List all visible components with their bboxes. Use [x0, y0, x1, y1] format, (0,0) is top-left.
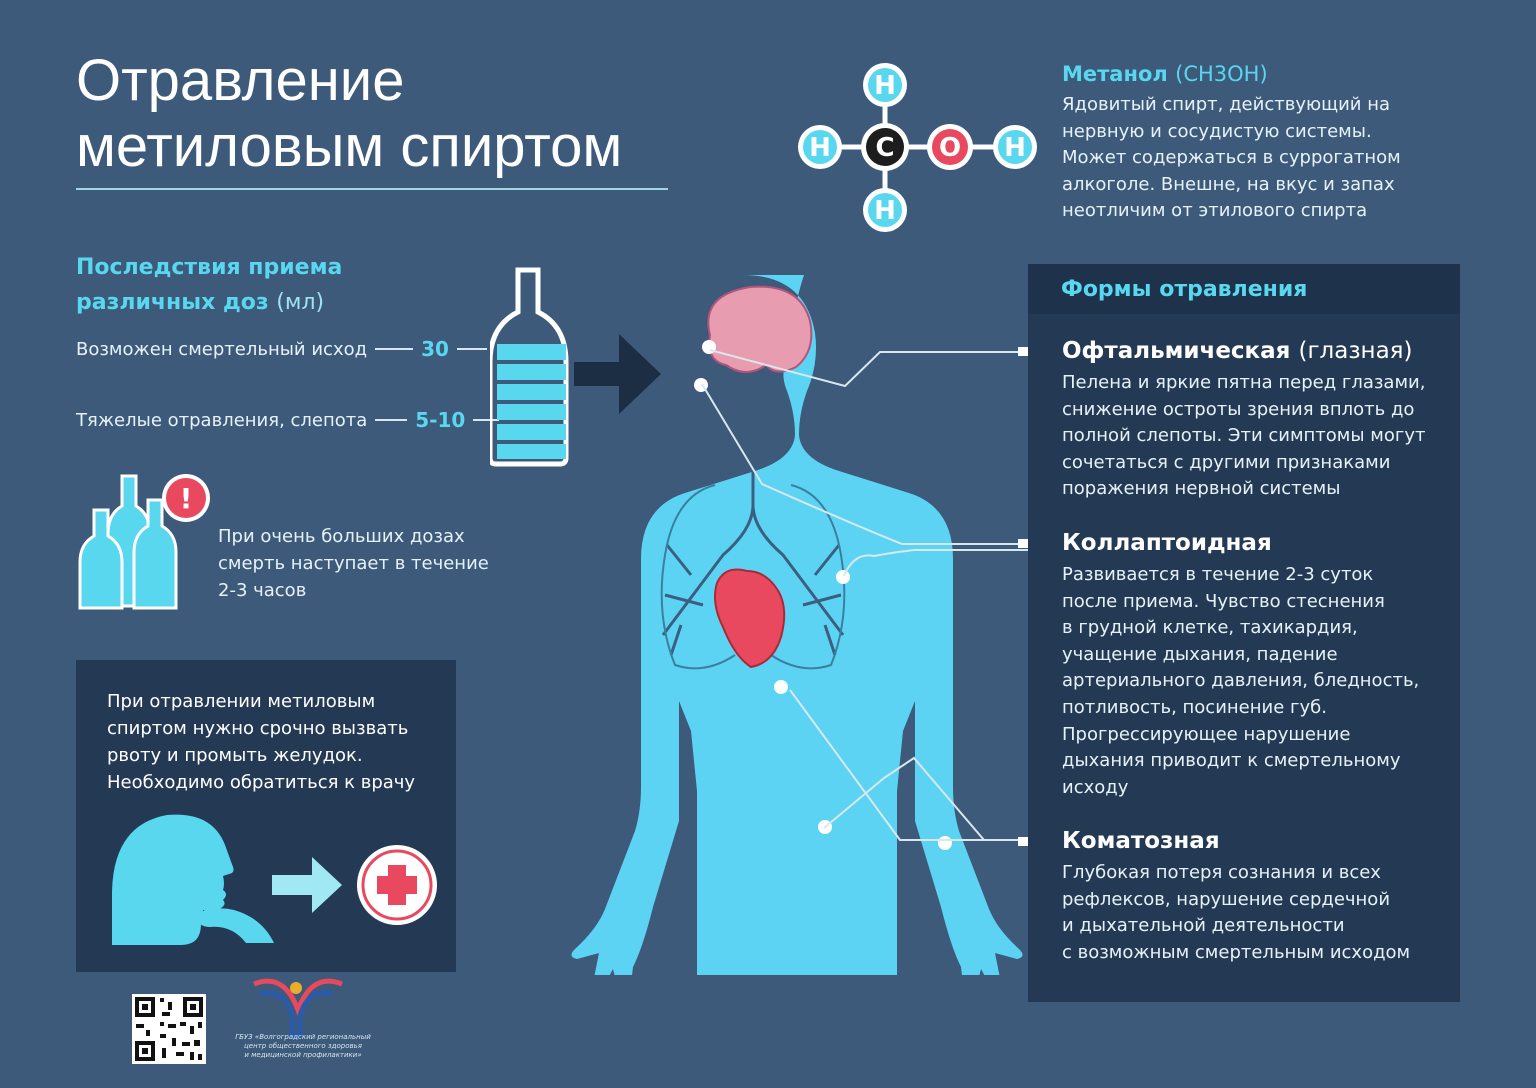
logo-caption-line: центр общественного здоровья	[244, 1042, 362, 1050]
qr-code-icon	[132, 994, 206, 1064]
form-description	[1062, 370, 1426, 503]
form-line: Прогрессирующее нарушение	[1062, 723, 1351, 745]
large-dose-line: При очень больших дозах	[218, 526, 465, 547]
dose-label: Тяжелые отравления, слепота	[76, 409, 368, 431]
form-heading	[1062, 530, 1419, 556]
form-line: рефлексов, нарушение сердечной	[1062, 888, 1391, 910]
title-divider	[76, 188, 668, 190]
methanol-info	[1062, 62, 1482, 225]
methanol-molecule-icon	[790, 55, 1045, 240]
methanol-desc-line: Может содержаться в суррогатном	[1062, 147, 1401, 169]
form-line: полной слепоты. Эти симптомы могут	[1062, 425, 1426, 447]
methanol-desc-line: алкоголе. Внешне, на вкус и запах	[1062, 173, 1395, 195]
logo-caption-line: ГБУЗ «Волгоградский региональный	[235, 1033, 371, 1041]
large-dose-line: 2-3 часов	[218, 580, 307, 601]
form-line: снижение остроты зрения вплоть до	[1062, 398, 1415, 420]
form-line: артериального давления, бледность,	[1062, 670, 1420, 692]
atom-h-left: H	[809, 133, 831, 163]
dose-value: 5-10	[415, 408, 466, 432]
forms-panel-header	[1028, 264, 1460, 314]
dose-leader	[375, 419, 407, 421]
form-collaptoid	[1062, 530, 1419, 801]
form-name: Коматозная	[1062, 828, 1220, 854]
alert-icon: !	[179, 482, 193, 515]
form-ophthalmic	[1062, 338, 1426, 503]
first-aid-line: При отравлении метиловым	[107, 691, 376, 712]
form-heading	[1062, 338, 1426, 364]
logo-caption-line: и медицинской профилактики»	[244, 1051, 362, 1059]
atom-h-top: H	[874, 71, 896, 101]
form-line: Пелена и яркие пятна перед глазами,	[1062, 372, 1426, 393]
form-comatose	[1062, 828, 1410, 966]
doses-heading-line-2: различных доз	[76, 290, 269, 315]
connector-lines	[700, 340, 1045, 860]
form-line: поражения нервной системы	[1062, 478, 1341, 500]
first-aid-text	[107, 688, 415, 796]
dose-label: Возможен смертельный исход	[76, 338, 368, 360]
title-line-1: Отравление	[76, 48, 405, 113]
form-heading	[1062, 828, 1410, 854]
atom-o: O	[938, 133, 962, 163]
form-line: в грудной клетке, тахикардия,	[1062, 617, 1358, 639]
first-aid-panel	[76, 660, 456, 972]
methanol-formula: (CH3OH)	[1175, 62, 1268, 86]
doses-heading-line-1: Последствия приема	[76, 255, 343, 280]
forms-panel	[1028, 264, 1460, 1002]
methanol-description	[1062, 92, 1482, 225]
form-line: после приема. Чувство стеснения	[1062, 590, 1385, 612]
organization-logo	[246, 976, 346, 1038]
title-line-2: метиловым спиртом	[76, 114, 623, 179]
hand-icon	[196, 908, 274, 943]
dose-value: 30	[421, 337, 449, 361]
first-aid-illustration	[112, 810, 452, 945]
large-dose-line: смерть наступает в течение	[218, 553, 489, 574]
atom-h-right: H	[1004, 133, 1026, 163]
form-name: Офтальмическая	[1062, 338, 1291, 364]
atom-h-bottom: H	[874, 196, 896, 226]
form-subname: (глазная)	[1298, 338, 1413, 364]
methanol-heading	[1062, 62, 1482, 86]
atom-c: C	[875, 133, 895, 163]
dose-row-fatal	[76, 337, 495, 361]
methanol-desc-line: нервную и сосудистую системы.	[1062, 120, 1372, 142]
forms-title: Формы отравления	[1061, 276, 1308, 302]
methanol-desc-line: Ядовитый спирт, действующий на	[1062, 94, 1390, 115]
form-name: Коллаптоидная	[1062, 530, 1272, 556]
form-line: учащение дыхания, падение	[1062, 643, 1338, 665]
form-line: дыхания приводит к смертельному	[1062, 750, 1401, 772]
methanol-name: Метанол	[1062, 62, 1168, 86]
dose-row-blindness	[76, 408, 507, 432]
form-line: Развивается в течение 2-3 суток	[1062, 564, 1374, 585]
page-title	[76, 48, 696, 180]
doses-heading	[76, 250, 342, 320]
form-line: с возможным смертельным исходом	[1062, 941, 1411, 963]
form-line: и дыхательной деятельности	[1062, 915, 1345, 937]
form-description	[1062, 860, 1410, 966]
form-line: потливость, посинение губ.	[1062, 696, 1327, 718]
logo-caption	[228, 1033, 378, 1060]
first-aid-line: рвоту и промыть желудок.	[107, 745, 363, 766]
form-line: исходу	[1062, 776, 1129, 798]
form-description	[1062, 562, 1419, 801]
first-aid-line: Необходимо обратиться к врачу	[107, 772, 416, 793]
methanol-desc-line: неотличим от этилового спирта	[1062, 200, 1368, 222]
doses-unit: (мл)	[276, 290, 325, 315]
arrow-icon	[272, 857, 342, 913]
first-aid-line: спиртом нужно срочно вызвать	[107, 718, 409, 739]
dose-leader	[457, 348, 487, 350]
bottles-icon	[78, 470, 218, 615]
form-line: Глубокая потеря сознания и всех	[1062, 862, 1381, 883]
dose-leader	[375, 348, 413, 350]
form-line: сочетаться с другими признаками	[1062, 451, 1391, 473]
large-dose-text	[218, 523, 489, 604]
